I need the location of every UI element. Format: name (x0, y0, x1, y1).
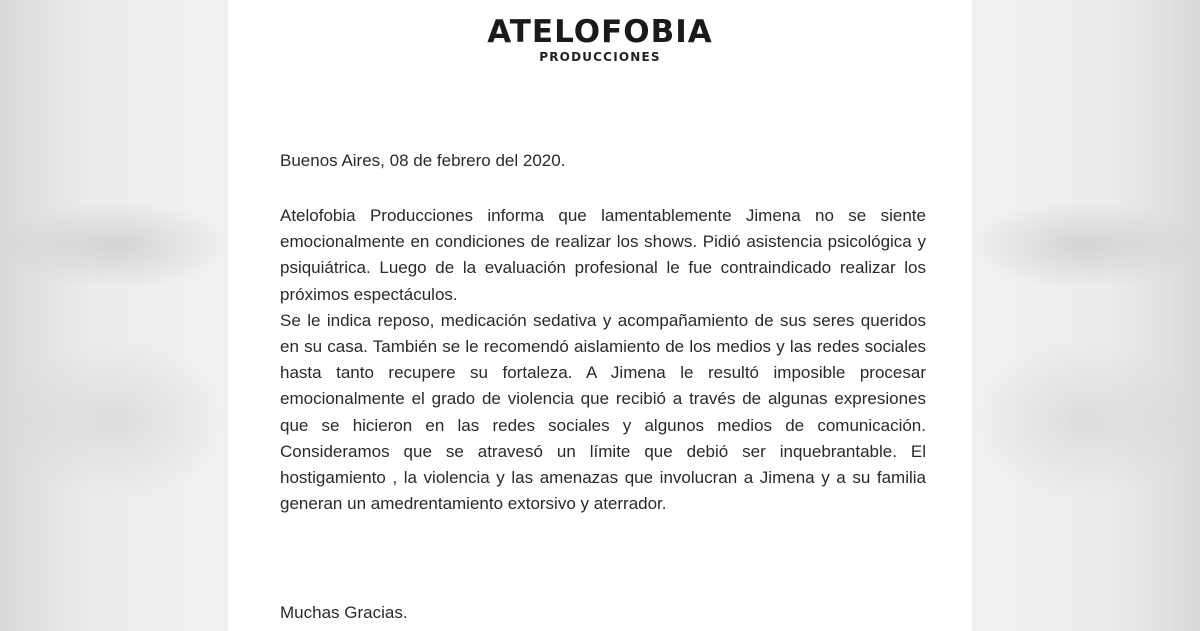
statement-document (228, 0, 972, 631)
blurred-background-left (0, 200, 230, 290)
blurred-background-right (970, 200, 1200, 290)
statement-body (280, 203, 926, 517)
statement-paragraph-1: Atelofobia Producciones informa que lamentablemente Jimena no se siente emocionalmente en condiciones de realizar los shows. Pidió asistencia psicológica y psiquiátrica. Luego de la evaluación profesional le fue contraindicado realizar los próximos espectáculos. (280, 206, 926, 304)
brand-logo-title: ATELOFOBIA (487, 14, 713, 50)
statement-paragraph-2: Se le indica reposo, medicación sedativa y acompañamiento de sus seres queridos en su casa. También se le recomendó aislamiento de los medios y las redes sociales hasta tanto recupere su fortaleza. A Jimena le resultó imposible procesar emocionalmente el grado de violencia que recibió a través de algunas expresiones que se hicieron en las redes sociales y algunos medios de comunicación. Consideramos que se atravesó un límite que debió ser inquebrantable. El hostigamiento , la violencia y las amenazas que involucran a Jimena y a su familia generan un amedrentamiento extorsivo y aterrador. (280, 310, 926, 514)
closing-line: Muchas Gracias. (280, 603, 408, 622)
brand-logo-subtitle: PRODUCCIONES (539, 50, 661, 64)
blurred-background-left-lower (0, 340, 230, 500)
blurred-background-right-lower (970, 340, 1200, 500)
date-line: Buenos Aires, 08 de febrero del 2020. (280, 151, 566, 170)
